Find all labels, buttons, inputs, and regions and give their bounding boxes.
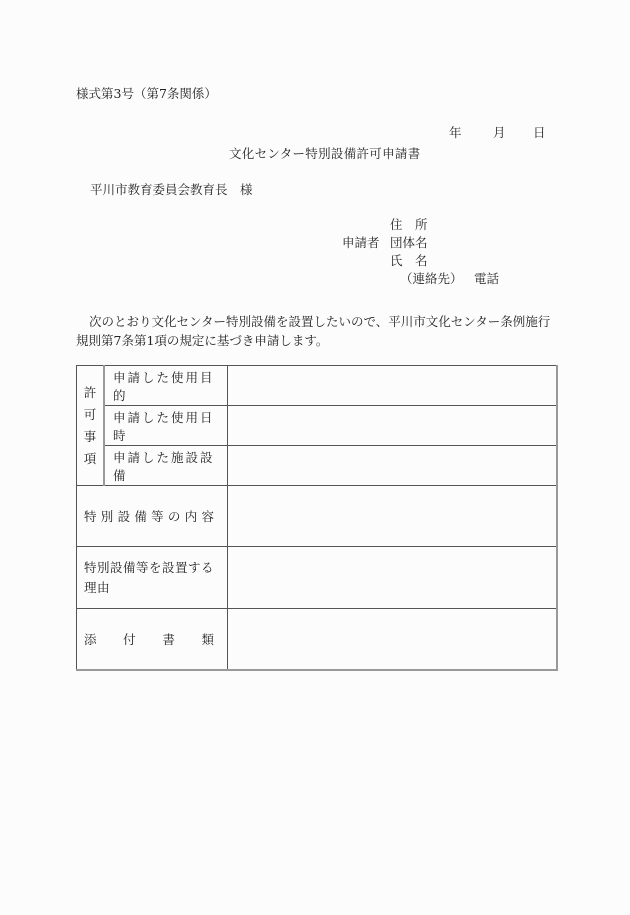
organization-label: 団体名 [390,235,428,250]
facility-field[interactable] [228,446,558,486]
facility-label: 申請した施設設備 [104,446,228,486]
table-row [77,486,558,547]
equipment-content-label: 特 別 設 備 等 の 内 容 [77,486,228,547]
table-row [77,547,558,609]
installation-reason-label: 特別設備等を設置する理由 [77,547,228,609]
name-label: 氏 名 [390,253,428,268]
equipment-content-field[interactable] [228,486,558,547]
document-title: 文化センター特別設備許可申請書 [229,146,421,161]
table-row [77,366,558,406]
date-year-label: 年 [449,125,462,140]
addressee: 平川市教育委員会教育長 様 [90,182,253,197]
attachments-label: 添 付 書 類 [77,609,228,670]
date-day-label: 日 [532,125,546,140]
applicant-block [342,216,542,288]
contact-label: （連絡先） [400,271,463,286]
date-month-label: 月 [492,125,506,140]
datetime-field[interactable] [228,406,558,446]
table-row [77,406,558,446]
application-form-table [76,365,558,671]
datetime-label: 申請した使用日時 [104,406,228,446]
applicant-label: 申請者 [342,235,380,250]
attachments-field[interactable] [228,609,558,670]
purpose-field[interactable] [228,366,558,406]
date-line [449,123,545,141]
installation-reason-field[interactable] [228,547,558,609]
application-statement: 次のとおり文化センター特別設備を設置したいので、平川市文化センター条例施行規則第7条第1項の規定に基づき申請します。 [76,314,551,348]
address-label: 住 所 [390,217,428,232]
table-row [77,609,558,670]
permit-items-group-label: 許 可 事 項 [77,366,105,486]
form-number: 様式第3号（第7条関係） [76,86,217,101]
purpose-label: 申請した使用目的 [104,366,228,406]
phone-label: 電話 [474,271,500,286]
table-row [77,446,558,486]
